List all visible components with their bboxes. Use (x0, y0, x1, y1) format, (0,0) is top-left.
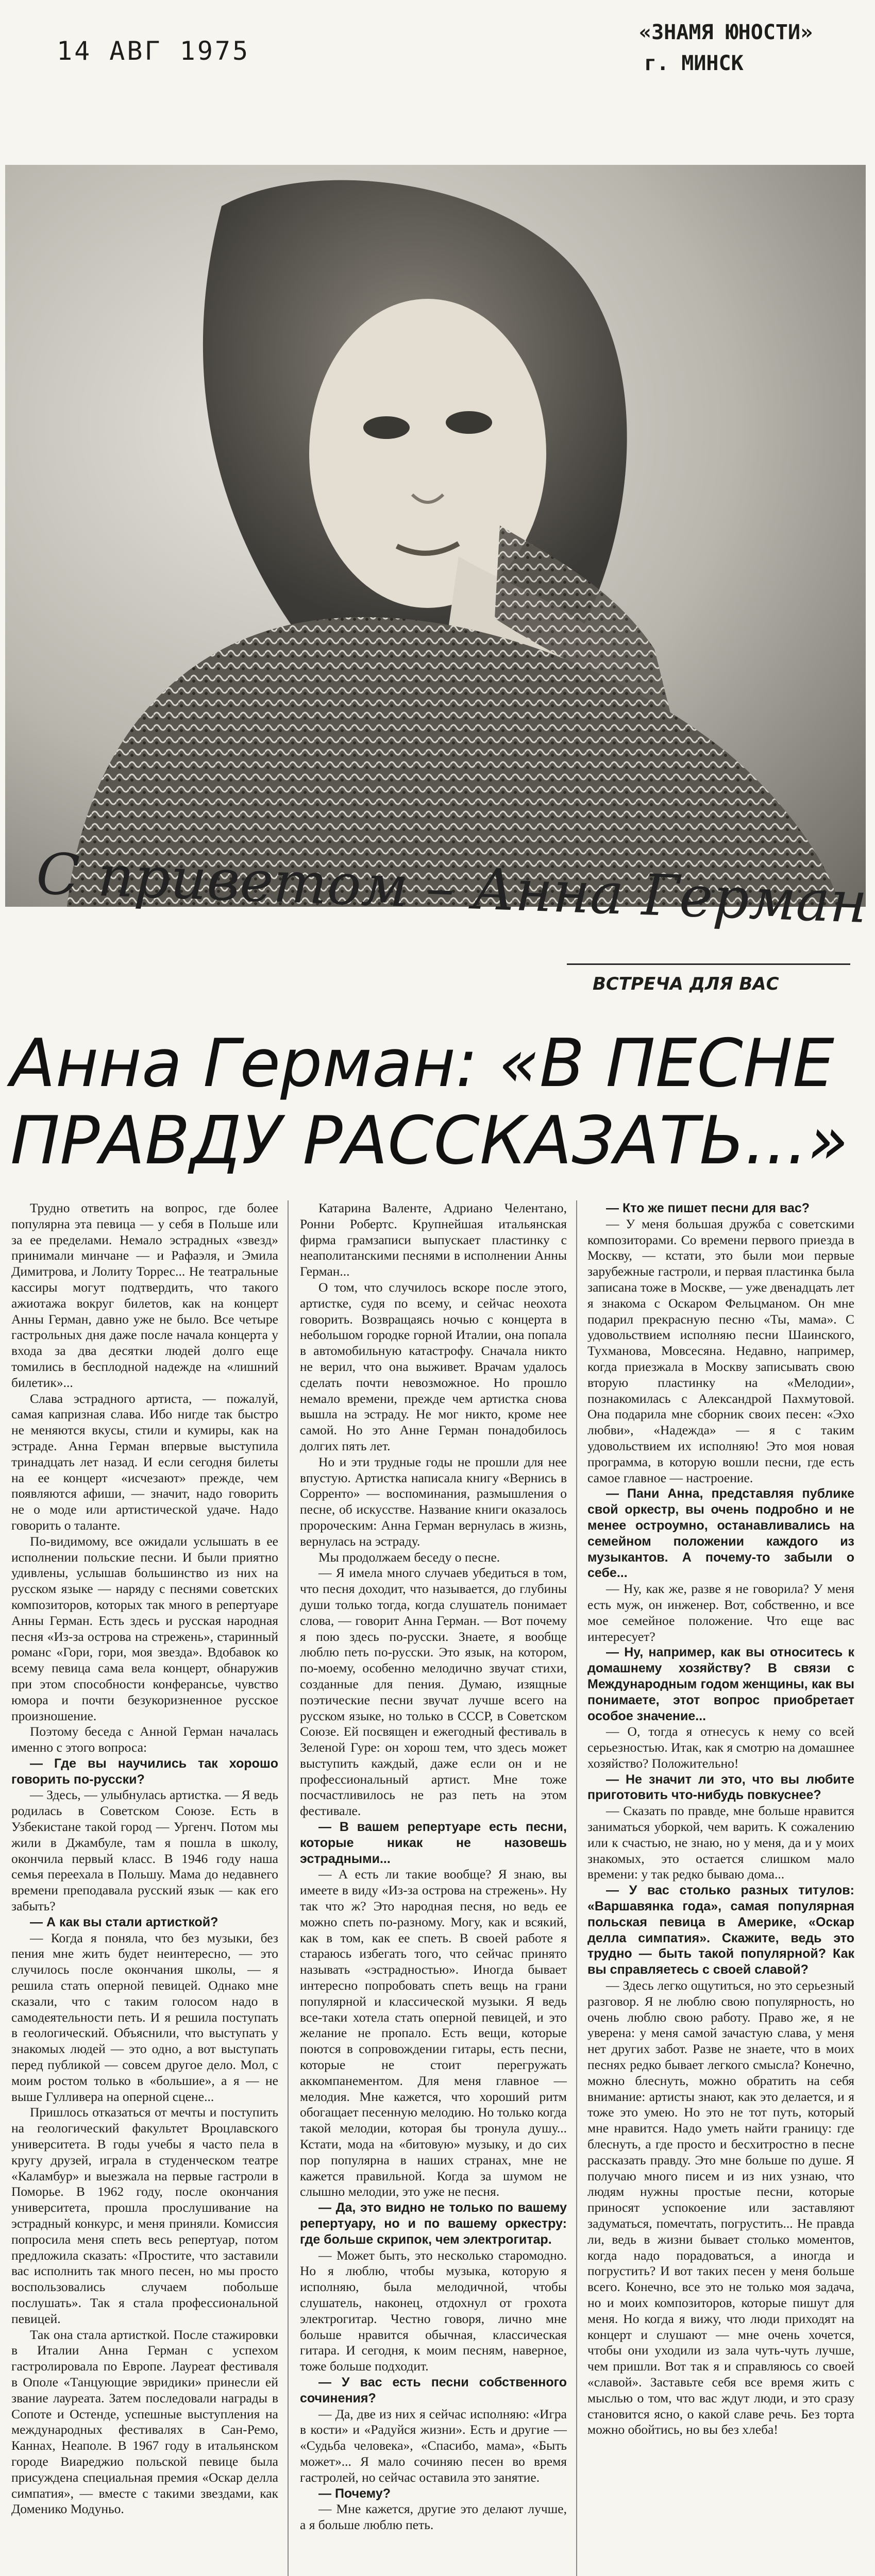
interview-question: — Пани Анна, представляя публике свой оркестр, вы очень подробно и не менее остроумно, останавливались на семейном положении каждого из музыкантов. А почему-то забыли о себе... (587, 1486, 854, 1581)
interview-question: — Не значит ли это, что вы любите приготовить что-нибудь повкуснее? (587, 1772, 854, 1803)
interview-question: — Ну, например, как вы относитесь к домашнему хозяйству? В связи с Международным годом женщины, как вы понимаете, этот вопрос приобретает особое значение... (587, 1645, 854, 1723)
autograph: С приветом – Анна Герман (35, 840, 869, 936)
article-column-1 (11, 1200, 278, 2576)
article-paragraph: Поэтому беседа с Анной Герман началась именно с этого вопроса: (11, 1724, 278, 1755)
article-paragraph: — Может быть, это несколько старомодно. Но я люблю, чтобы музыка, которую я исполняю, была мелодичной, чтобы слушатель, наконец, отдохнул от грохота электрогитар. Честно говоря, лично мне больше нравится обычная, классическая гитара. И сегодня, к моим песням, наверное, тоже больше подходит. (300, 2247, 567, 2374)
column-divider (288, 1200, 289, 2576)
article-column-2 (300, 1200, 567, 2576)
article-paragraph: — О, тогда я отнесусь к нему со всей серьезностью. Итак, как я смотрю на домашнее хозяйство? Положительно! (587, 1724, 854, 1771)
headline (10, 1025, 866, 1180)
article-paragraph: — А есть ли такие вообще? Я знаю, вы имеете в виду «Из-за острова на стрежень». Ну так что ж? Это народная песня, но ведь ее можно спеть по-разному. Могу, как и всякий, как в том, как ее спеть. В своей работе я стараюсь избегать того, что сейчас принято называть «эстрадностью». Иногда бывает интересно попробовать спеть вещь на грани популярной и классической музыки. Я ведь все-таки хотела стать оперной певицей, и это желание не пропало. Есть вещи, которые поются в сопровождении гитары, есть песни, которые не стоит перегружать аккомпанементом. Для меня главное — мелодия. Мне кажется, что хороший ритм обогащает песенную мелодию. Но только когда такой мелодии, которая бы тронула душу... Кстати, мода на «битовую» музыку, и до сих пор популярна в наших странах, мне не кажется правильной. Когда за шумом не слышно мелодии, это уже не песня. (300, 1867, 567, 2199)
article-paragraph: Мы продолжаем беседу о песне. (318, 1549, 500, 1565)
headline-line-1: Анна Герман: «В ПЕСНЕ (10, 1025, 834, 1102)
headline-line-2: ПРАВДУ РАССКАЗАТЬ...» (10, 1103, 849, 1179)
clipping-date-stamp: 14 АВГ 1975 (57, 36, 250, 66)
portrait-photo (5, 165, 866, 907)
rubric-label: ВСТРЕЧА ДЛЯ ВАС (593, 974, 779, 994)
article-paragraph: — Когда я поняла, что без музыки, без пения мне жить будет неинтересно, — это случилось после окончания школы, — я решила стать оперной певицей. Однако мне сказали, что с таким голосом надо в самодеятельности петь. И я решила поступать в геологический. Объяснили, что выступать у знакомых людей — это одно, а вот выступать перед публикой — совсем другое дело. Мол, с моим ростом только в «большие», а я — не выше Гулливера на оперной сцене... (11, 1930, 278, 2104)
interview-question: — Кто же пишет песни для вас? (606, 1201, 810, 1215)
interview-question: — Где вы научились так хорошо говорить по-русски? (11, 1756, 278, 1787)
article-paragraph: — Сказать по правде, мне больше нравится заниматься уборкой, чем варить. К сожалению или к счастью, не знаю, но у меня, да и у моих знакомых, это остается слишком мало времени: у так редко бываю дома... (587, 1803, 854, 1882)
article-paragraph: Слава эстрадного артиста, — пожалуй, самая капризная слава. Ибо нигде так быстро не меняются вкусы, стили и кумиры, как на эстраде. Анна Герман впервые выступила тринадцать лет назад. И если сегодня билеты на ее концерт «исчезают» прежде, чем появляются афиши, — значит, надо говорить не о моде или артистической удаче. Надо говорить о таланте. (11, 1391, 278, 1533)
article-paragraph: Трудно ответить на вопрос, где более популярна эта певица — у себя в Польше или за ее пределами. Немало эстрадных «звезд» принимали минчане — и Рафаэля, и Эмила Димитрова, и Лолиту Торрес... Не театральные кассиры могут подтвердить, что такого ажиотажа вокруг билетов, как на концерт Анны Герман, давно уже не было. Все четыре гастрольных дня даже после начала концерта у входа за два десятки людей долго еще томились в бесплодной надежде на «лишний билетик»... (11, 1200, 278, 1390)
article-column-3 (587, 1200, 854, 2576)
column-divider (576, 1200, 577, 2576)
rubric-rule (567, 963, 850, 965)
interview-question: — Да, это видно не только по вашему репертуару, но и по вашему оркестру: где больше скрипок, чем электрогитар. (300, 2200, 567, 2247)
article-paragraph: Так она стала артисткой. После стажировки в Италии Анна Герман с успехом гастролировала по Европе. Лауреат фестиваля в Ополе «Танцующие эвридики» принесли ей звание лауреата. Затем последовали награды в Сопоте и Остенде, успешные выступления на международных фестивалях в Сан-Ремо, Каннах, Неаполе. В 1967 году в итальянском городе Виареджио польской певице была присуждена специальная премия «Оскар деллa симпатия», — вместе с такими звездами, как Доменико Модуньо. (11, 2327, 278, 2517)
interview-question: — А как вы стали артисткой? (30, 1914, 218, 1929)
article-paragraph: Пришлось отказаться от мечты и поступить на геологический факультет Вроцлавского университета. В годы учебы я часто пела в кругу друзей, играла в студенческом театре «Каламбур» и выезжала на первые гастроли в Поморье. В 1962 году, после окончания университета, прошла прослушивание на эстрадный конкурс, и меня приняли. Комиссия попросила меня спеть весь репертуар, потом предложила сказать: «Простите, что заставили вас исполнить так много песен, но мы просто воспользовались случаем побольше послушать». Так я стала профессиональной певицей. (11, 2105, 278, 2326)
city-stamp: г. МИНСК (644, 52, 744, 75)
article-paragraph: О том, что случилось вскоре после этого, артистке, судя по всему, и сейчас неохота говорить. Возвращаясь ночью с концерта в небольшом городке горной Италии, она попала в автомобильную катастрофу. Сначала никто не верил, что она выживет. Врачам удалось сделать почти невозможное. Но прошло немало времени, прежде чем артистка снова вышла на эстраду. Не мог никто, кроме нее самой. Но это Анне Герман понадобилось долгих пять лет. (300, 1279, 567, 1453)
article-paragraph: — Мне кажется, другие это делают лучше, а я больше люблю петь. (300, 2501, 567, 2533)
article-paragraph: — Здесь, — улыбнулась артистка. — Я ведь родилась в Советском Союзе. Есть в Узбекистане такой город — Ургенч. Потом мы жили в Джамбуле, там я пошла в школу, окончила первый класс. В 1946 году наша семья переехала в Польшу. Мама до недавнего времени преподавала русский язык — как его забыть? (11, 1787, 278, 1914)
article-paragraph: — Я имела много случаев убедиться в том, что песня доходит, что называется, до глубины души только тогда, когда слушатель понимает слова, — говорит Анна Герман. — Вот почему я пою здесь по-русски. Знаете, я вообще люблю петь по-русски. Это язык, на котором, по-моему, особенно мелодично звучат стихи, созданные для пения. Думаю, изящные поэтические песни звучат лучше всего на русском языке, но только в СССР, в Советском Союзе. Ей посвящен и ежегодный фестиваль в Зеленой Гуре: он хорош тем, что здесь может выступить каждый, даже если он и не профессиональный артист. Мне тоже посчастливилось не раз петь на этом фестивале. (300, 1565, 567, 1819)
interview-question: — У вас есть песни собственного сочинения? (300, 2375, 567, 2405)
article-paragraph: Но и эти трудные годы не прошли для нее впустую. Артистка написала книгу «Вернись в Сорренто» — воспоминания, размышления о песне, об искусстве. Название книги оказалось пророческим: Анна Герман вернулась в жизнь, вернулась на эстраду. (300, 1454, 567, 1549)
article-paragraph: — Да, две из них я сейчас исполняю: «Игра в кости» и «Радуйся жизни». Есть и другие — «Судьба человека», «Спасибо, мама», «Быть может»... Я мало сочиняю песен во время гастролей, но сейчас оставила это занятие. (300, 2406, 567, 2485)
interview-question: — Почему? (318, 2486, 391, 2501)
newspaper-name-stamp: «ЗНАМЯ ЮНОСТИ» (639, 21, 813, 44)
article-paragraph: — У меня большая дружба с советскими композиторами. Со времени первого приезда в Москву, — кстати, это были мои первые зарубежные гастроли, и первая пластинка была записана тоже в Москве, — уже двенадцать лет я знакома с Оскаром Фельцманом. Он мне подарил прекрасную песню «Ты, мама». С удовольствием исполняю песни Шаинского, Тухманова, Мовсесяна. Недавно, например, когда приезжала в Москву записывать свою вторую пластинку на «Мелодии», познакомилась с Александрой Пахмутовой. Она подарила мне сборник своих песен: «Эхо любви», «Надежда» — я с таким удовольствием их исполняю! Это моя новая программа, в которую вошли песни, где есть самое главное — настроение. (587, 1216, 854, 1485)
interview-question: — В вашем репертуаре есть песни, которые никак не назовешь эстрадными... (300, 1820, 567, 1866)
article-paragraph: По-видимому, все ожидали услышать в ее исполнении польские песни. И были приятно удивлены, услышав большинство из них на русском языке — наряду с песнями советских композиторов, которых так много в репертуаре Анны Герман. Есть здесь и русская народная песня «Из-за острова на стрежень», старинный романс «Гори, гори, моя звезда». Вдобавок ко всему певица сама вела концерт, обнаружив при этом способности конферансье, чувство юмора и почти безукоризненное русское произношение. (11, 1533, 278, 1723)
article-paragraph: Катарина Валенте, Адриано Челентано, Ронни Робертс. Крупнейшая итальянская фирма грамзаписи выпускает пластинку с неаполитанскими песнями в исполнении Анны Герман... (300, 1200, 567, 1279)
article-paragraph: — Ну, как же, разве я не говорила? У меня есть муж, он инженер. Вот, собственно, и все мое семейное положение. Что еще вас интересует? (587, 1581, 854, 1644)
interview-question: — У вас столько разных титулов: «Варшавянка года», самая популярная польская певица в Америке, «Оскар деллa симпатия». Скажите, ведь это трудно — быть такой популярной? Как вы справляетесь с своей славой? (587, 1883, 854, 1977)
article-paragraph: — Здесь легко ощутиться, но это серьезный разговор. Я не люблю свою популярность, но очень люблю свою работу. Право же, я не уверена: у меня самой зачастую слава, у меня нет других забот. Разве не знаете, что в моих песнях редко бывает легкого смысла? Конечно, можно блеснуть, можно обратить на себя внимание: артисты знают, как это делается, и я тоже это умею. Но это не тот путь, который мне нравится. Надо уметь найти границу: где блеснуть, а где просто и бесхитростно в песне рассказать правду. Это мне больше по душе. Я получаю много писем и из них узнаю, что людям нужны простые песни, которые приносят успокоение или заставляют задуматься, помечтать, погрустить... Не правда ли, ведь в жизни бывает столько моментов, когда надо порадоваться, а иногда и погрустить? И вот таких песен у меня больше всего. Конечно, все это не только моя задача, но и моих композиторов, которые пишут для меня. Но когда я вижу, что люди приходят на концерт и слушают — мне очень хочется, чтобы они уходили из зала чуть-чуть лучше, чем пришли. Вот так я и справляюсь со своей «славой». Заставьте себя все время жить с мыслью о том, что вас ждут люди, и это сразу становится ясно, о какой славе речь. Без торта можно обойтись, но вы без хлеба! (587, 1978, 854, 2437)
